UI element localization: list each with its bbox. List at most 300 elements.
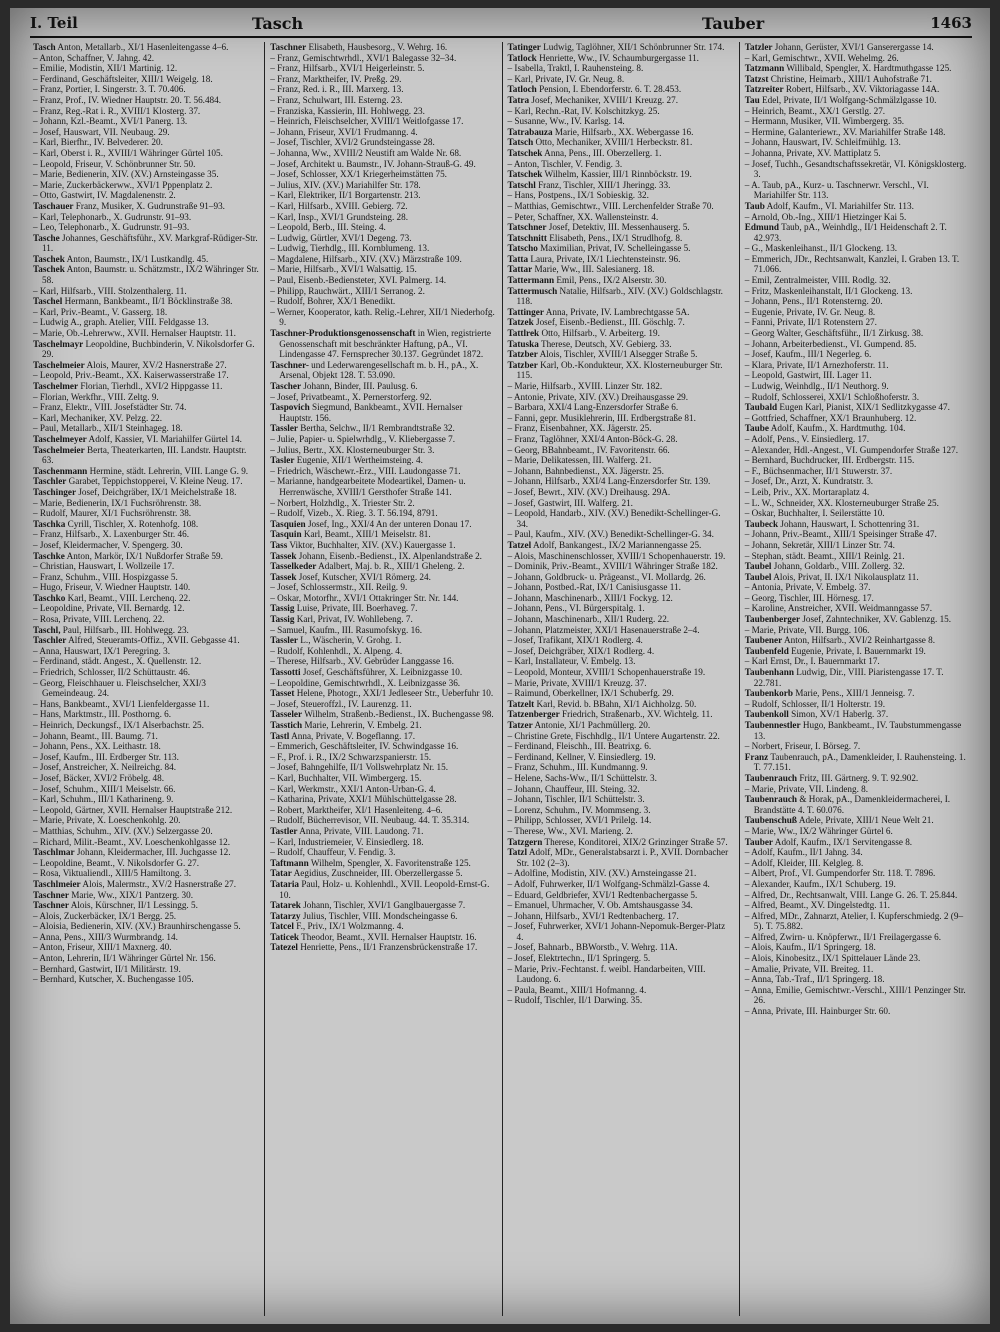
directory-entry: – Franz, Eisenbahner, XX. Jägerstr. 25. — [507, 423, 652, 434]
directory-entry: – Philipp, Schlosser, XVI/1 Prilelg. 14. — [507, 815, 652, 826]
directory-entry: – Amalie, Private, VII. Breiteg. 11. — [744, 963, 874, 974]
directory-entry: – Karl, Insp., XVI/1 Grundsteing. 28. — [270, 211, 409, 222]
directory-entry: Taubald Eugen Karl, Pianist, XIX/1 Sedlitzkygasse 47. — [744, 402, 950, 413]
directory-entry: – Leopoldine, Gemischtwrhdl., X. Leibnizgasse 36. — [270, 677, 461, 688]
directory-entry: Tatta Laura, Private, IX/1 Liechtensteinstr. 96. — [507, 253, 681, 264]
directory-entry: Taubenkoll Simon, XV/1 Haberlg. 37. — [744, 709, 889, 720]
directory-entry: Tastl Anna, Private, V. Bogeflanng. 17. — [270, 730, 416, 741]
directory-entry: – Karoline, Anstreicher, XVII. Weidmanngasse 57. — [744, 603, 933, 614]
directory-entry: – Karl, Industriemeier, V. Einsiedlerg. 18. — [270, 836, 424, 847]
directory-entry: – Georg, Tischler, III. Hörnesg. 17. — [744, 592, 874, 603]
directory-entry: – Alfred, MDr., Zahnarzt, Atelier, I. Kupferschmiedg. 2 (9–5). T. 75.882. — [744, 910, 964, 932]
directory-entry: – Johann, Sekretär, XIII/1 Linzer Str. 74. — [744, 539, 895, 550]
directory-entry: Tasselkeder Adalbert, Maj. b. R., XIII/1 Gheleng. 2. — [270, 561, 465, 572]
directory-entry: – Marianne, handgearbeitete Modeartikel, Damen- u. Herrenwäsche, XVIII/1 Gersthofer Straße 141. — [270, 476, 466, 497]
directory-entry: – Franz, Hilfsarb., X. Laxenburger Str. 46. — [33, 529, 189, 540]
directory-entry: Tasseler Wilhelm, Straßenb.-Bedienst., IX. Buchengasse 98. — [270, 709, 494, 720]
directory-entry: – Rudolf, Schlosser, II/1 Holterstr. 19. — [744, 698, 885, 709]
directory-entry: Taschelmer Florian, Tierhdl., XVI/2 Hippgasse 11. — [33, 381, 223, 391]
directory-entry: – Karl, Telephonarb., X. Gudrunstr. 91–93. — [33, 211, 192, 222]
directory-entry: – Fritz, Maskenleihanstalt, II/1 Glockeng. 13. — [744, 285, 913, 296]
directory-entry: Tassotti Josef, Geschäftsführer, X. Leibnizgasse 10. — [270, 667, 463, 678]
directory-entry: – Werner, Kooperator, kath. Relig.-Lehrer, XII/1 Niederhofg. 9. — [270, 306, 495, 328]
directory-entry: Tatzgern Therese, Konditorei, XIX/2 Grinzinger Straße 57. — [507, 836, 728, 847]
directory-entry: – Marie, Hilfsarb., XVI/1 Walsattig. 15. — [270, 264, 417, 275]
directory-entry: – Johann, Pens., II/1 Rotensterng. 20. — [744, 296, 883, 307]
directory-entry: Taschka Cyrill, Tischler, X. Rotenhofg. 108. — [33, 518, 199, 529]
directory-entry: – Julius, XIV. (XV.) Mariahilfer Str. 178. — [270, 179, 421, 190]
directory-entry: – Franz, Taglöhner, XXI/4 Anton-Böck-G. 28. — [507, 433, 678, 444]
page-header — [30, 14, 972, 38]
directory-entry: Taschek Anton, Baumstr. u. Schätzmstr., IX/2 Währinger Str. 58. — [33, 264, 259, 286]
directory-entry: Taubeck Johann, Hauswart, I. Schottenring 31. — [744, 518, 920, 529]
directory-entry: Tatschek Anna, Pens., III. Oberzellerg. 1. — [507, 147, 662, 158]
directory-entry: – Leopold, Gärtner, XVII. Hernalser Hauptstraße 212. — [33, 804, 233, 815]
directory-entry: Tatzl Adolf, MDr., Generalstabsarzt i. P., XVII. Dornbacher Str. 102 (2–3). — [507, 847, 729, 868]
directory-entry: Franz Taubenrauch, pA., Damenkleider, I. Rauhensteing. 1. T. 77.151. — [744, 751, 966, 773]
directory-entry: Edmund Taub, pA., Weinhdlg., II/1 Heidenschaft 2. T. 42.973. — [744, 222, 947, 243]
directory-entry: Taubenschuß Adele, Private, XIII/1 Neue Welt 21. — [744, 815, 934, 826]
directory-entry: – Aloisia, Bedienerin, XIV. (XV.) Braunhirschengasse 5. — [33, 921, 241, 932]
catchword-right: Tauber — [702, 14, 765, 33]
directory-entry: – Franz, Prof., IV. Wiedner Hauptstr. 20. T. 56.484. — [33, 94, 222, 105]
directory-entry: – Franz, Portier, I. Singerstr. 3. T. 70.406. — [33, 84, 186, 95]
directory-entry: – Hans, Bankbeamt., XVI/1 Lienfeldergasse 11. — [33, 698, 210, 709]
directory-entry: – Peter, Schaffner, XX. Wallensteinstr. 4. — [507, 211, 659, 222]
directory-entry: – Christian, Hauswart, I. Wollzeile 17. — [33, 561, 175, 572]
directory-entry: – Dominik, Priv.-Beamt., XVIII/1 Währinger Straße 182. — [507, 561, 718, 572]
directory-entry: – Josef, Trafikant, XIX/1 Rodlerg. 4. — [507, 635, 643, 646]
directory-entry: – Emanuel, Uhrmacher, V. Ob. Amtshausgasse 34. — [507, 900, 693, 911]
directory-entry: Tassek Johann, Eisenb.-Bedienst., IX. Alpenlandstraße 2. — [270, 550, 482, 561]
directory-entry: – Alois, Zuckerbäcker, IX/1 Bergg. 25. — [33, 910, 177, 921]
directory-entry: Tatar Aegidius, Zuschneider, III. Oberzellergasse 5. — [270, 868, 463, 879]
directory-entry: Tasch Anton, Metallarb., XI/1 Hasenleitengasse 4–6. — [33, 42, 229, 52]
directory-entry: – Emil, Zentralmeister, VIII. Rodlg. 32. — [744, 275, 891, 286]
directory-entry: Tastler Anna, Private, VIII. Laudong. 71. — [270, 825, 424, 836]
directory-entry: – Richard, Milit.-Beamt., XV. Loeschenkohlgasse 12. — [33, 836, 231, 847]
directory-entry: – Leopold, Priv.-Beamt., XX. Kaiserwasserstraße 17. — [33, 370, 229, 381]
directory-entry: – Johann, Hauswart, IV. Schleifmühlg. 13. — [744, 137, 901, 148]
directory-entry: Tatrabauza Marie, Hilfsarb., XX. Webergasse 16. — [507, 126, 694, 137]
directory-entry: – Paul, Eisenb.-Bediensteter, XVI. Palmerg. 14. — [270, 275, 447, 286]
directory-entry: – Robert, Marktheifer, XI/1 Hasenleiteng. 4–6. — [270, 804, 443, 815]
directory-columns — [28, 42, 976, 1316]
directory-entry: – Anna, Private, III. Hainburger Str. 60. — [744, 1006, 891, 1017]
directory-entry: – Rudolf, Maurer, XI/1 Fuchsröhrenstr. 38. — [33, 508, 192, 519]
directory-entry: – Franz, Hilfsarb., XVI/1 Heigerleinstr. 5. — [270, 63, 425, 74]
directory-entry: – Karl, Mechaniker, XV. Pelzg. 22. — [33, 412, 163, 423]
directory-entry: – Karl, Werkmstr., XXI/1 Anton-Urban-G. 4. — [270, 783, 436, 794]
directory-entry: – Friedrich, Wäschewr.-Erz., VIII. Laudongasse 71. — [270, 465, 461, 476]
directory-entry: Tasset Helene, Photogr., XXI/1 Jedleseer Str., Ueberfuhr 10. — [270, 688, 494, 699]
directory-entry: – Josef, Schlosser, XX/1 Kriegerheimstätten 75. — [270, 169, 447, 180]
directory-entry: Taftmann Wilhelm, Spengler, X. Favoritenstraße 125. — [270, 857, 471, 868]
directory-entry: – Johann, Kzl.-Beamt., XVI/1 Panerg. 13. — [33, 116, 188, 127]
directory-entry: Tatzer Antonie, XI/1 Pachmüllerg. 20. — [507, 720, 651, 730]
directory-entry: – Emilie, Modistin, XII/1 Martinig. 12. — [33, 63, 178, 74]
directory-entry: – Josef, Gastwirt, III. Walferg. 21. — [507, 497, 633, 508]
directory-entry: Tatzber Karl, Ob.-Kondukteur, XX. Klosterneuburger Str. 115. — [507, 359, 723, 381]
directory-entry: Taube Adolf, Kaufm., X. Hardtmuthg. 104. — [744, 423, 906, 434]
directory-entry: – Norbert, Friseur, I. Börseg. 7. — [744, 741, 861, 752]
directory-entry: – Arnold, Ob.-Ing., XIII/1 Hietzinger Kai 5. — [744, 211, 907, 222]
directory-entry: – Christine Grete, Fischhdlg., II/1 Untere Augartenstr. 22. — [507, 730, 720, 741]
directory-entry: – Adolf, Pens., V. Einsiedlerg. 17. — [744, 433, 870, 444]
directory-entry: – Marie, Private, VII. Lindeng. 8. — [744, 783, 869, 794]
directory-entry: – Marie, Ob.-Lehrerww., XVII. Hernalser Hauptstr. 11. — [33, 328, 236, 339]
directory-entry: – Josef, Bäcker, XVI/2 Fröbelg. 48. — [33, 772, 165, 783]
part-label: I. Teil — [30, 14, 78, 32]
directory-entry: Tass Viktor, Buchhalter, XIV. (XV.) Kauergasse 1. — [270, 539, 456, 550]
directory-entry: – Paul, Kaufm., XIV. (XV.) Benedikt-Schellinger-G. 34. — [507, 529, 714, 540]
directory-entry: – Gottfried, Schaffner, XX/1 Braunhuberg. 12. — [744, 412, 917, 423]
directory-entry: Taschner- und Lederwarengesellschaft m. b. H., pA., X. Arsenal, Objekt 128. T. 53.090. — [270, 359, 479, 381]
directory-entry: – Franz, Gemischtwrhdl., XVI/1 Balegasse 32–34. — [270, 52, 457, 63]
directory-column-2 — [265, 42, 502, 1316]
directory-entry: – Therese, Hilfsarb., XV. Gebrüder Langgasse 16. — [270, 656, 454, 667]
directory-entry: – Ferdinand, Fleischh., III. Beatrixg. 6. — [507, 741, 652, 752]
directory-entry: Taubennestler Hugo, Bankbeamt., IV. Taubstummengasse 13. — [744, 720, 962, 741]
directory-entry: – Karl, Bierfhr., IV. Belvederег. 20. — [33, 137, 163, 148]
directory-entry: Taschauer Franz, Musiker, X. Gudrunstraße 91–93. — [33, 200, 225, 211]
directory-entry: – Marie, Zuckerbäckerww., XVI/1 Pppenplatz 2. — [33, 179, 213, 190]
directory-entry: – Alfred, Zwirn- u. Knöpferwr., II/1 Freilagergasse 6. — [744, 931, 942, 942]
directory-entry: Taschlmeier Alois, Malermstr., XV/2 Hasnerstraße 27. — [33, 878, 237, 889]
directory-entry: – Barbara, XXI/4 Lang-Enzersdorfer Straße 6. — [507, 402, 679, 413]
directory-entry: Taspovich Siegmund, Bankbeamt., XVII. Hernalser Hauptstr. 156. — [270, 402, 463, 423]
directory-entry: Tasquien Josef, Ing., XXI/4 An der unteren Donau 17. — [270, 518, 472, 529]
directory-entry: Taubenrauch & Horak, pA., Damenkleidermacherei, I. Brandstätte 4. T. 60.076. — [744, 794, 951, 815]
directory-entry: – Karl, Rechn.-Rat, IV. Kolschitzkyg. 25. — [507, 105, 660, 116]
directory-entry: – Josef, Elektrtechn., II/1 Springerg. 5. — [507, 953, 651, 964]
directory-entry: Tatzek Josef, Eisenb.-Bedienst., III. Göschlg. 7. — [507, 317, 685, 328]
directory-entry: Taschinger Josef, Deichgräber, IX/1 Meichelstraße 18. — [33, 486, 237, 497]
directory-column-3 — [503, 42, 740, 1316]
directory-entry: – Lorenz, Schuhm., IV. Mommseng. 3. — [507, 804, 651, 815]
directory-entry: – Leo, Telephonarb., X. Gudrunstr. 91–93. — [33, 222, 190, 233]
directory-entry: Tatinger Ludwig, Taglöhner, XII/1 Schönbrunner Str. 174. — [507, 42, 725, 52]
directory-entry: – Helene, Sachs-Ww., II/1 Schüttelstr. 3. — [507, 772, 657, 783]
directory-entry: Tattinger Anna, Private, IV. Lambrechtgasse 5A. — [507, 306, 690, 317]
directory-entry: Tatarek Johann, Tischler, XVI/1 Ganglbauergasse 7. — [270, 900, 466, 911]
directory-entry: – Karl, Hilfsarb., VIII. Stolzenthalerg. 11. — [33, 285, 187, 296]
directory-entry: – Anton, Lehrerin, II/1 Währinger Gürtel Nr. 156. — [33, 953, 216, 964]
directory-entry: – Adolfine, Modistin, XIV. (XV.) Arnsteingasse 21. — [507, 868, 697, 879]
directory-entry: – Oskar, Buchhalter, I. Seilerstätte 10. — [744, 508, 885, 519]
directory-entry: – Johann, Arbeiterbedienst., VI. Gumpend. 85. — [744, 338, 917, 349]
directory-entry: Tatuska Therese, Deutsch, XV. Gebierg. 33. — [507, 338, 672, 349]
directory-entry: – Marie, Bedienerin, IX/1 Fuchsröhrenstr. 38. — [33, 497, 202, 508]
directory-entry: – Marie, Private, VII. Burgg. 106. — [744, 624, 870, 635]
directory-entry: – Isabella, Traktl, I. Rauhensteing. 8. — [507, 63, 644, 74]
directory-entry: – Johann, Chauffeur, III. Steing. 32. — [507, 783, 640, 794]
directory-entry: Taubenfeld Eugenie, Private, I. Bauernmarkt 19. — [744, 645, 926, 656]
directory-entry: – Leib, Priv., XX. Mortaraplatz 4. — [744, 486, 870, 497]
directory-entry: – Marie, Hilfsarb., XVIII. Linzer Str. 182. — [507, 381, 663, 391]
directory-entry: Taubel Alois, Privat, II. IX/1 Nikolausplatz 11. — [744, 571, 919, 582]
directory-entry: – Norbert, Holzhdlg., X. Triester Str. 2. — [270, 497, 415, 508]
directory-entry: Tataria Paul, Holz- u. Kohlenhdl., XVII. Leopold-Ernst-G. 10. — [270, 878, 490, 900]
directory-entry: – Hans, Marktmstr., III. Posthorng. 6. — [33, 709, 172, 720]
directory-entry: – Josef, Kleidermacher, V. Spengerg. 30. — [33, 539, 183, 550]
directory-entry: Tatzber Alois, Tischler, XVIII/1 Alsegger Straße 5. — [507, 349, 698, 360]
directory-entry: – Ludwig A., graph. Atelier, VIII. Feldgasse 13. — [33, 317, 209, 328]
directory-entry: – Johanna, Private, XV. Mattiplatz 5. — [744, 147, 881, 158]
directory-entry: – G., Maskenleihanst., II/1 Glockeng. 13. — [744, 243, 898, 254]
directory-entry: – Anna, Hauswart, IX/1 Peregring. 3. — [33, 645, 171, 656]
directory-entry: – Otto, Gastwirt, IV. Magdalenenstr. 2. — [33, 190, 176, 201]
directory-entry: Tattar Marie, Ww., III. Salesianerg. 18. — [507, 264, 655, 275]
directory-entry: – Josef, Deichgräber, XIX/1 Rodlerg. 4. — [507, 645, 655, 656]
directory-entry: Taschner Elisabeth, Hausbesorg., V. Wehrg. 16. — [270, 42, 448, 52]
directory-entry: – Ferdinand, städt. Angest., X. Quellenstr. 12. — [33, 656, 202, 667]
page-number: 1463 — [930, 14, 972, 32]
directory-entry: Tasler Eugenie, XII/1 Wertheimsteing. 4. — [270, 455, 423, 466]
directory-entry: – Josef, Bahnarb., BBWorstb., V. Wehrg. 11A. — [507, 942, 678, 953]
directory-entry: Tatra Josef, Mechaniker, XVIII/1 Kreuzg. 27. — [507, 94, 678, 105]
directory-column-1 — [28, 42, 265, 1316]
directory-entry: – Johann, Bahnbedienst., XX. Jägerstr. 25. — [507, 465, 664, 476]
directory-entry: – Alexander, Kaufm., IX/1 Schuberg. 19. — [744, 878, 896, 889]
directory-entry: Tatzenberger Friedrich, Straßenarb., XV. Wichtelg. 11. — [507, 709, 713, 720]
directory-entry: – Johann, Pens., VI. Bürgerspitalg. 1. — [507, 603, 645, 614]
directory-entry: – Johann, Hilfsarb., XXI/4 Lang-Enzersdorfer Str. 139. — [507, 476, 711, 487]
directory-entry: – Antonie, Private, XIV. (XV.) Dreihausgasse 29. — [507, 391, 689, 402]
directory-column-4 — [740, 42, 976, 1316]
directory-entry: – Ludwig, Gürtler, XVI/1 Degeng. 73. — [270, 232, 412, 243]
directory-entry: – Alexander, Hdl.-Angest., VI. Gumpendorfer Straße 127. — [744, 444, 959, 455]
directory-entry: Tatezel Henriette, Pens., II/1 Franzensbrückenstraße 17. — [270, 942, 478, 953]
directory-entry: – Samuel, Kaufm., III. Rasumofskyg. 16. — [270, 624, 423, 635]
directory-entry: – Karl, Elektriker, II/1 Borgartenstr. 213. — [270, 190, 421, 201]
directory-entry: – Josef, Fuhrwerker, XVI/1 Johann-Nepomuk-Berger-Platz 4. — [507, 921, 726, 942]
directory-entry: – Alois, Kinobesitz., IX/1 Spittelauer Lände 23. — [744, 953, 921, 964]
directory-entry: – Rosa, Private, VIII. Lerchenq. 22. — [33, 614, 165, 625]
directory-entry: – Karl Ernst, Dr., I. Bauernmarkt 17. — [744, 656, 880, 667]
directory-entry: – Raimund, Oberkellner, IX/1 Schuberfg. 29. — [507, 688, 674, 699]
directory-entry: – Johann, Tischler, II/1 Schüttelstr. 3. — [507, 794, 645, 805]
directory-entry: – Adolf, Fuhrwerker, II/1 Wolfgang-Schmälzl-Gasse 4. — [507, 878, 710, 889]
directory-entry: – Katharina, Private, XXI/1 Mühlschüttelgasse 28. — [270, 794, 457, 805]
directory-entry: – A. Taub, pA., Kurz- u. Taschnerwr. Verschl., VI. Mariahilfer Str. 113. — [744, 179, 929, 201]
directory-entry: – Franz, Red. i. R., III. Marxerg. 13. — [270, 84, 404, 95]
directory-entry: – Johann, Maschinenarb., XIII/1 Fockyg. 12. — [507, 592, 673, 603]
directory-entry: – Leopold, Berb., III. Steing. 4. — [270, 222, 386, 233]
directory-entry: – Rudolf, Bücherrevisor, VII. Neubaug. 44. T. 35.314. — [270, 815, 470, 826]
directory-entry: Tassler L., Wäscherin, V. Grohg. 1. — [270, 635, 402, 646]
directory-entry: Tatschek Wilhelm, Kassier, III/1 Rinnböckstr. 19. — [507, 169, 692, 180]
directory-entry: – Alois, Kaufm., II/1 Springerg. 18. — [744, 942, 876, 953]
directory-entry: Taubenkorb Marie, Pens., XIII/1 Jenneisg. 7. — [744, 688, 915, 699]
directory-entry: Taschelmeier Berta, Theaterkarten, III. Landstr. Hauptstr. 63. — [33, 444, 247, 466]
directory-entry: Tatlock Henriette, Ww., IV. Schaumburgergasse 11. — [507, 52, 699, 63]
directory-entry: – Alfred, Dr., Rechtsanwalt, VIII. Lange G. 26. T. 25.844. — [744, 889, 958, 900]
directory-entry: – Josef, Kaufm., III. Erdberger Str. 113. — [33, 751, 179, 762]
directory-entry: – Karl, Schuhm., III/1 Katharineng. 9. — [33, 794, 174, 805]
directory-entry: Taubenberger Josef, Zahntechniker, XV. Gablenzg. 15. — [744, 614, 952, 625]
directory-entry: – Anna, Emilie, Gemischtwr.-Verschl., XIII/1 Penzinger Str. 26. — [744, 984, 966, 1006]
directory-entry: – Anton, Schaffner, V. Jahng. 42. — [33, 52, 155, 63]
directory-entry: – Franz, Schuhm., III. Kundmanng. 9. — [507, 762, 648, 773]
directory-entry: Taschler Alfred, Steueramts-Offiz., XVII. Gebgasse 41. — [33, 635, 240, 646]
directory-entry: Tassek Josef, Kutscher, XVI/1 Römerg. 24. — [270, 571, 431, 582]
directory-entry: – Florian, Werkfhr., VIII. Zeltg. 9. — [33, 391, 159, 402]
directory-entry: – Bernhard, Gastwirt, II/1 Militärstr. 19. — [33, 963, 181, 974]
directory-entry: – Anna, Pens., XIII/3 Wurmbrandg. 14. — [33, 931, 178, 942]
directory-entry: Tatzst Christine, Heimarb., XIII/1 Auhofstraße 71. — [744, 73, 932, 84]
directory-entry: – Leopoldine, Beamt., V. Nikolsdorfer G. 27. — [33, 857, 200, 868]
directory-entry: Taubenrauch Fritz, III. Gärtnerg. 9. T. 92.902. — [744, 772, 919, 783]
directory-entry: – Philipp, Rauchwärt., XIII/1 Serranog. 2. — [270, 285, 425, 296]
directory-entry: – Josef, Tischler, XVI/2 Grundsteingasse 28. — [270, 137, 435, 148]
directory-entry: – Franz, Schuhm., VIII. Hospizgasse 5. — [33, 571, 178, 582]
directory-entry: Taschler Garabet, Teppichstopperei, V. Kleine Neug. 17. — [33, 476, 243, 487]
directory-entry: Tatarzy Julius, Tischler, VIII. Mondscheingasse 6. — [270, 910, 458, 921]
directory-entry: – Stephan, städt. Beamt., XIII/1 Reinlg. 21. — [744, 550, 905, 561]
directory-entry: – Johann, Postbed.-Rat, IX/1 Canisiusgasse 11. — [507, 582, 681, 593]
directory-entry: – Karl, Buchhalter, VII. Wimbergerg. 15. — [270, 772, 422, 783]
directory-entry: – Johann, Maschinenarb., XII/1 Ruderg. 22. — [507, 614, 670, 625]
directory-entry: – Rudolf, Vizeb., X. Rieg. 3. T. 56.194, 8791. — [270, 508, 438, 519]
directory-entry: – Fanni, gepr. Musiklehrerin, III. Erdbergstraße 81. — [507, 412, 696, 423]
directory-entry: – Julie, Papier- u. Spielwrhdlg., V. Kliebergasse 7. — [270, 433, 456, 444]
directory-entry: – Johann, Beamt., III. Baumg. 71. — [33, 730, 158, 741]
directory-entry: Taubener Anton, Hilfsarb., XVI/2 Reinhartgasse 8. — [744, 635, 936, 646]
directory-entry: – Johann, Friseur, XVI/1 Frudmanng. 4. — [270, 126, 418, 137]
directory-entry: Tatzreiter Robert, Hilfsarb., XV. Viktoriagasse 14A. — [744, 84, 940, 95]
catchword-left: Tasch — [252, 14, 304, 33]
directory-entry: – Adolf, Kleider, III. Kelgleg. 8. — [744, 857, 864, 868]
directory-entry: – Rudolf, Bohrer, XX/1 Benedikt. — [270, 296, 396, 307]
directory-entry: – Emmerich, Geschäftsleiter, IV. Schwindgasse 16. — [270, 741, 459, 752]
directory-entry: Tauber Adolf, Kaufm., IX/1 Servitengasse 8. — [744, 836, 913, 847]
directory-entry: – Hermann, Musiker, VII. Wimbergerg. 35. — [744, 116, 905, 127]
directory-entry: – Paul, Metallarb., XII/1 Steinhageg. 18. — [33, 423, 183, 434]
directory-entry: Taubenhann Ludwig, Dir., VIII. Piaristengasse 17. T. 22.781. — [744, 667, 944, 688]
directory-entry: – Franz, Elektr., VIII. Josefstädter Str. 74. — [33, 402, 187, 413]
directory-entry: – Albert, Prof., VI. Gumpendorfer Str. 118. T. 7896. — [744, 868, 936, 879]
directory-entry: Taschke Anton, Markör, IX/1 Nußdorfer Straße 59. — [33, 550, 223, 561]
directory-entry: – Adolf, Kaufm., II/1 Jahng. 34. — [744, 847, 863, 858]
directory-entry: – Anton, Friseur, XIII/1 Maxnerg. 40. — [33, 942, 172, 953]
directory-entry: – Karl, Hilfsarb., XVIII. Gebierg. 72. — [270, 200, 408, 211]
directory-entry: Tatloch Pension, I. Ebendorferstr. 6. T. 28.453. — [507, 84, 682, 95]
directory-entry: – Antonia, Private, V. Embelg. 37. — [744, 582, 871, 593]
directory-entry: – Rudolf, Kohlenhdl., X. Alpeng. 4. — [270, 645, 403, 656]
directory-entry: – Rudolf, Chauffeur, V. Fendig. 3. — [270, 847, 396, 858]
directory-entry: – Heinrich, Deckungsf., IX/1 Alserbachstr. 25. — [33, 720, 204, 730]
directory-entry: – Johann, Hilfsarb., XVI/1 Redtenbacherg. 17. — [507, 910, 679, 921]
directory-entry: – Leopoldine, Private, VII. Bernardg. 12. — [33, 603, 185, 614]
directory-entry: – Heinrich, Fleischselcher, XVIII/1 Weitlofgasse 17. — [270, 116, 464, 127]
directory-entry: – F., Büchsenmacher, II/1 Stuwerstr. 37. — [744, 465, 893, 476]
directory-entry: – Marie, Ww., IX/2 Währinger Gürtel 6. — [744, 825, 893, 836]
directory-entry: – Rudolf, Tischler, II/1 Darwing. 35. — [507, 995, 643, 1006]
directory-entry: – Alfred, Beamt., XV. Dingelstedtg. 11. — [744, 900, 890, 911]
directory-entry: – Alois, Maschinenschlosser, XVIII/1 Schopenhauerstr. 19. — [507, 550, 726, 561]
directory-entry: – Josef, Schlossermstr., XII. Reilg. 9. — [270, 582, 408, 593]
directory-entry: – Karl, Gemischtwr., XVII. Wehelmg. 26. — [744, 52, 899, 63]
directory-entry: Taub Adolf, Kaufm., VI. Mariahilfer Str. 113. — [744, 200, 914, 211]
directory-entry: Tattlrek Otto, Hilfsarb., V. Arbeiterg. 19. — [507, 328, 660, 339]
directory-entry: – Marie, Private, XVIII/1 Kreuzg. 37. — [507, 677, 647, 688]
directory-entry: – Hans, Postpens., IX/1 Sobieskig. 32. — [507, 190, 649, 201]
directory-entry: – Klara, Private, II/1 Arnezhoferstr. 11. — [744, 359, 889, 370]
directory-entry: – Friedrich, Schlosser, II/2 Schüttaustr. 46. — [33, 667, 191, 678]
directory-entry: – Josef, Architekt u. Baumstr., IV. Johann-Strauß-G. 49. — [270, 158, 476, 169]
directory-entry: – Eugenie, Private, IV. Gr. Neug. 8. — [744, 306, 876, 317]
directory-entry: Tatcel F., Priv., IX/1 Wolzmanng. 4. — [270, 921, 404, 932]
directory-entry: – Therese, Ww., XVI. Marieng. 2. — [507, 825, 633, 836]
directory-entry: Tatscho Maximilian, Privat, IV. Schelleingasse 5. — [507, 243, 691, 254]
directory-entry: – Johanna, Ww., XVIII/2 Neustift am Walde Nr. 68. — [270, 147, 462, 158]
directory-entry: Taschelmeyer Adolf, Kassier, VI. Mariahilfer Gürtel 14. — [33, 433, 242, 444]
directory-entry: – Ludwig, Weinhdlg., II/1 Neuthorg. 9. — [744, 381, 889, 391]
directory-entry: – Paula, Beamt., XIII/1 Hofmanng. 4. — [507, 984, 647, 995]
directory-entry: – Karl, Private, IV. Gr. Neug. 8. — [507, 73, 625, 84]
directory-entry: – Marie, Private, X. Loeschenkohlg. 20. — [33, 815, 181, 826]
directory-entry: Taschek Anton, Baumstr., IX/1 Lustkandlg. 45. — [33, 253, 209, 264]
directory-entry: Taschel Hermann, Bankbeamt., II/1 Böcklinstraße 38. — [33, 296, 233, 307]
directory-entry: – Ferdinand, Geschäftsleiter, XIII/1 Weigelg. 18. — [33, 73, 213, 84]
directory-entry: Taschelmayr Leopoldine, Buchbinderin, V. Nikolsdorfer G. 29. — [33, 338, 255, 360]
directory-entry: – F., Prof. i. R., IX/2 Schwarzspanierstr. 15. — [270, 751, 432, 762]
directory-entry: – Josef, Schuhm., XIII/1 Meiselstr. 66. — [33, 783, 176, 794]
directory-entry: – Emmerich, JDr., Rechtsanwalt, Kanzlei, I. Graben 13. T. 71.066. — [744, 253, 960, 275]
directory-entry: Tatzler Johann, Gerüster, XVI/1 Ganserergasse 14. — [744, 42, 934, 52]
directory-entry: – Leopold, Handarb., XIV. (XV.) Benedikt-Schellinger-G. 34. — [507, 508, 721, 529]
directory-entry: Tatschner Josef, Detektiv, III. Messenhauserg. 5. — [507, 222, 690, 233]
directory-entry: – Leopold, Gastwirt, III. Lager 11. — [744, 370, 872, 381]
directory-entry: Taschl, Paul, Hilfsarb., III. Hohlwegg. 23. — [33, 624, 189, 635]
directory-entry: – Bernhard, Kutscher, X. Buchengasse 105. — [33, 974, 194, 985]
directory-entry: – Josef, Bewrt., XIV. (XV.) Dreihausg. 29A. — [507, 486, 671, 497]
directory-entry: Taschelmeier Alois, Maurer, XV/2 Hasnerstraße 27. — [33, 359, 227, 370]
directory-entry: Taschlmar Johann, Kleidermacher, III. Juchgasse 12. — [33, 847, 231, 858]
directory-entry: Tattermusch Natalie, Hilfsarb., XIV. (XV.) Goldschlagstr. 118. — [507, 285, 723, 307]
directory-entry: – Josef, Tuchh., Gesandtschaftssekretär, VI. Königsklosterg. 3. — [744, 158, 967, 180]
directory-entry: Tasche Johannes, Geschäftsführ., XV. Markgraf-Rüdiger-Str. 11. — [33, 232, 258, 254]
directory-entry: – Josef, Hauswart, VII. Neubaug. 29. — [33, 126, 170, 137]
directory-entry: – Franz, Reg.-Rat i. R., XVIII/1 Klosterg. 37. — [33, 105, 201, 116]
directory-entry: – Franz, Schulwart, III. Esterng. 23. — [270, 94, 403, 105]
directory-entry: – Rosa, Viktualiendl., XIII/5 Hamiltong. 3. — [33, 868, 191, 879]
directory-entry: – Julius, Bertr., XX. Klosterneuburger Str. 3. — [270, 444, 435, 455]
directory-entry: Tattermann Emil, Pens., IX/2 Alserstr. 30. — [507, 275, 667, 286]
directory-entry: – Johann, Priv.-Beamt., XIII/1 Speisinger Straße 47. — [744, 529, 937, 540]
directory-entry: – Matthias, Gemischtwr., VIII. Lerchenfelder Straße 70. — [507, 200, 714, 211]
directory-entry: Taschenmann Hermine, städt. Lehrerin, VIII. Lange G. 9. — [33, 465, 249, 476]
directory-entry: Taschner-Produktionsgenossenschaft in Wien, registrierte Genossenschaft mit beschränkter Haftung, pA., VI. Lindengasse 47. Fernsprecher 30.137. Gegründet 1872. — [270, 328, 491, 360]
directory-entry: Tatzelt Karl, Revid. b. BBahn, XI/1 Aichholzg. 50. — [507, 698, 697, 709]
directory-entry: – Josef, Privatbeamt., X. Pernerstorferg. 92. — [270, 391, 432, 402]
directory-entry: – Josef, Anstreicher, X. Neilreichg. 84. — [33, 762, 177, 773]
directory-entry: – Heinrich, Beamt., XX/1 Gerstlg. 27. — [744, 105, 886, 116]
directory-entry: – Hermine, Galanteriewr., XV. Mariahilfer Straße 148. — [744, 126, 946, 137]
directory-entry: – Franziska, Kassierin, III. Hohlwegg. 23. — [270, 105, 425, 116]
directory-entry: Tau Edel, Private, II/1 Wolfgang-Schmälzlgasse 10. — [744, 94, 937, 105]
directory-entry: Taschner Marie, Ww., XIX/1 Pantzerg. 30. — [33, 889, 193, 900]
directory-entry: Tatzel Adolf, Bankangest., IX/2 Mariannengasse 25. — [507, 539, 702, 550]
directory-entry: – Bernhard, Buchdrucker, III. Erdbergstr. 115. — [744, 455, 915, 466]
directory-entry: Tatsch Otto, Mechaniker, XVIII/1 Herbeckstr. 81. — [507, 137, 693, 148]
directory-entry: – Marie, Bedienerin, XIV. (XV.) Arnsteingasse 35. — [33, 169, 219, 180]
directory-entry: – Eduard, Geldbriefer, XVI/1 Redtenbachergasse 5. — [507, 889, 698, 900]
directory-entry: – Georg, BBahnbeamt., IV. Favoritenstr. 66. — [507, 444, 670, 455]
directory-page — [10, 8, 990, 1324]
directory-entry: Taubel Johann, Goldarb., VIII. Zollerg. 32. — [744, 561, 905, 572]
